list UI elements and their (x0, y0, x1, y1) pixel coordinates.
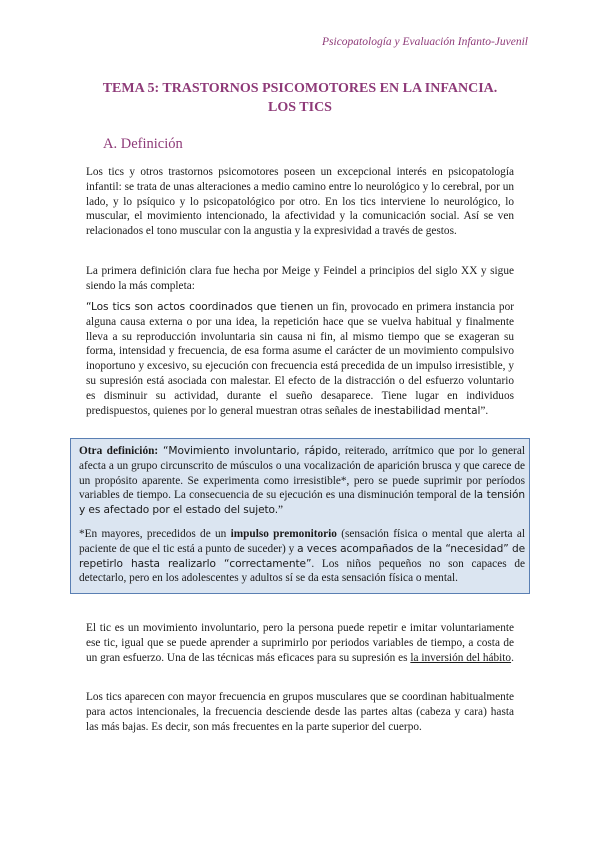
page-title (60, 79, 540, 117)
box-note-start: *En mayores, precedidos de un (79, 528, 231, 540)
box-quote-lead: “Movimiento involuntario, rápido (158, 445, 338, 457)
box-premonitory-term: impulso premonitorio (230, 528, 337, 540)
definition-box (70, 438, 530, 594)
quote-end: ”. (480, 404, 489, 417)
title-line-2: LOS TICS (268, 100, 332, 115)
running-header: Psicopatología y Evaluación Infanto-Juvenil (322, 36, 528, 48)
box-quote-body: , reiterado, arrítmico que por lo general afecta a un grupo circunscrito de músculos o una vocalización de aparición brusca y que carece de un propósito aparente. Se experimenta como irresistible*, pero se puede suprimir por períodos variables de tiempo. La consecuencia de su ejecución es una disminución temporal de (79, 445, 525, 502)
box-label: Otra definición: (79, 445, 159, 457)
box-paragraph-definition (79, 444, 525, 518)
paragraph-frequency: Los tics aparecen con mayor frecuencia en grupos musculares que se coordinan habitualmente para actos intencionales, la frecuencia desciende desde las partes altas (cabeza y cara) hasta las más bajas. Es decir, son más frecuentes en la parte superior del cuerpo. (86, 691, 514, 733)
paragraph-voluntary-imitation (86, 621, 514, 665)
box-handwritten-note: a veces acompañados de la “necesidad” de repetirlo hasta realizarlo “correctamente” (79, 542, 525, 570)
box-quote-tail: la tensión y es afectado por el estado del sujeto. (79, 489, 525, 517)
box-quote-end: ” (278, 504, 284, 517)
habit-reversal-term: la inversión del hábito (410, 651, 512, 664)
p4-body: El tic es un movimiento involuntario, pero la persona puede repetir e imitar voluntariamente ese tic, igual que se puede aprender a suprimirlo por periodos variables de tiempo, a costa de un gran esfuerzo. Una de las técnicas más eficaces para su supresión es (86, 622, 514, 664)
title-line-1: TEMA 5: TRASTORNOS PSICOMOTORES EN LA INFANCIA. (102, 81, 498, 96)
box-note-end: . Los niños pequeños no son capaces de detectarlo, pero en los adolescentes y adultos sí se da esta sensación física o mental. (79, 557, 525, 585)
quote-lead: “Los tics son actos coordinados que tienen (86, 301, 314, 313)
quote-body: un fin, provocado en primera instancia por alguna causa externa o por una idea, la repetición hace que se vuelva habitual y finalmente lleva a su reproducción involuntaria sin causa ni fin, al mismo tiempo que se exageran su forma, intensidad y frecuencia, de esa forma asume el carácter de un movimiento compulsivo inoportuno y excesivo, su ejecución con frecuencia está precedida de un impulso irresistible, y su supresión está asociada con malestar. El efecto de la distracción o del esfuerzo voluntario es disminuir su actividad, durante el sueño desaparece. Tiene lugar en individuos predispuestos, quienes por lo general muestran otras señales de (86, 301, 514, 417)
box-paragraph-premonitory (79, 527, 525, 586)
box-note-mid: (sensación física o mental que alerta al paciente de que el tic está a punto de suceder) y (79, 528, 525, 555)
section-heading: A. Definición (103, 136, 183, 152)
p4-end: . (511, 651, 514, 664)
paragraph-meige-quote (86, 300, 514, 418)
quote-tail: inestabilidad mental (374, 404, 481, 417)
paragraph-intro: Los tics y otros trastornos psicomotores poseen un excepcional interés en psicopatología infantil: se trata de unas alteraciones a medio camino entre lo neurológico y lo cerebral, por un lado, y lo psíquico y lo psicopatológico por otro. En los tics interviene lo neurológico, lo muscular, el movimiento intencionado, la afectividad y la comunicación social. Así se ven relacionados el tono muscular con la angustia y la expresividad a través de gestos. (86, 166, 514, 238)
paragraph-definition-intro: La primera definición clara fue hecha por Meige y Feindel a principios del siglo XX y sigue siendo la más completa: (86, 265, 514, 292)
